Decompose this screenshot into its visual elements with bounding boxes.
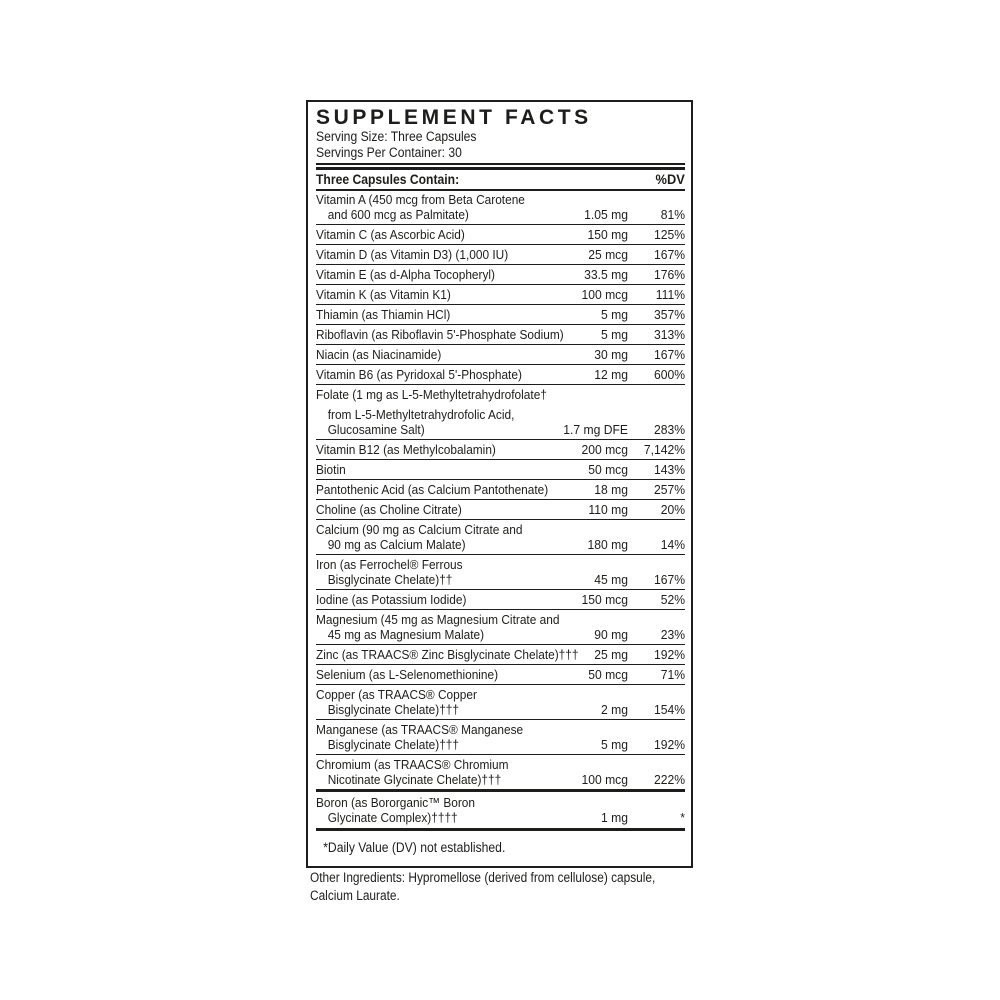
table-row xyxy=(316,384,685,439)
nutrient-name-line: 90 mg as Calcium Malate) xyxy=(327,537,466,553)
table-header-row xyxy=(316,170,685,191)
nutrient-name-line: Iodine (as Potassium Iodide) xyxy=(316,592,467,608)
nutrient-dv: 14% xyxy=(660,537,685,553)
nutrient-name-line: Glucosamine Salt) xyxy=(327,422,425,438)
nutrient-dv: 7,142% xyxy=(643,442,685,458)
nutrient-name xyxy=(316,227,540,242)
table-row xyxy=(316,754,685,789)
nutrient-dv: * xyxy=(680,809,685,825)
nutrient-name xyxy=(316,287,540,302)
nutrient-amount: 180 mg xyxy=(587,537,628,553)
table-row xyxy=(316,684,685,719)
nutrient-name-line: Zinc (as TRAACS® Zinc Bisglycinate Chelate)††† xyxy=(316,647,579,663)
column-header-contains: Three Capsules Contain: xyxy=(316,172,460,187)
nutrient-name-line: Iron (as Ferrochel® Ferrous xyxy=(316,557,463,573)
table-row xyxy=(316,304,685,324)
nutrient-amount: 90 mg xyxy=(594,627,628,643)
nutrient-name xyxy=(316,192,540,222)
nutrient-name-line: Choline (as Choline Citrate) xyxy=(316,502,462,518)
nutrient-amount: 1.7 mg DFE xyxy=(563,422,628,438)
nutrient-name-line: Chromium (as TRAACS® Chromium xyxy=(316,756,509,772)
nutrient-name xyxy=(316,592,540,607)
nutrient-dv: 357% xyxy=(653,307,685,323)
nutrient-name-line: Boron (as Bororganic™ Boron xyxy=(316,794,475,810)
nutrient-name-line: and 600 mcg as Palmitate) xyxy=(327,207,469,223)
table-row xyxy=(316,554,685,589)
panel-title: SUPPLEMENT FACTS xyxy=(316,106,592,129)
nutrient-amount: 30 mg xyxy=(594,347,628,363)
nutrient-amount: 100 mcg xyxy=(581,771,628,787)
table-row xyxy=(316,609,685,644)
nutrient-name xyxy=(316,795,540,825)
nutrient-name xyxy=(316,647,579,663)
nutrient-name-line: Calcium (90 mg as Calcium Citrate and xyxy=(316,522,523,538)
nutrient-amount: 2 mg xyxy=(601,701,628,717)
nutrient-dv: 313% xyxy=(653,327,685,343)
nutrient-name xyxy=(316,757,540,787)
header-double-rule xyxy=(316,163,685,170)
rule-thin xyxy=(316,163,685,165)
table-row xyxy=(316,664,685,684)
nutrient-amount: 150 mcg xyxy=(581,592,628,608)
nutrient-name-line: Vitamin K (as Vitamin K1) xyxy=(316,287,451,303)
nutrient-dv: 20% xyxy=(660,502,685,518)
nutrient-name-line: Vitamin A (450 mcg from Beta Carotene xyxy=(316,192,525,208)
nutrient-name-line: Bisglycinate Chelate)††† xyxy=(327,736,460,752)
nutrient-amount: 18 mg xyxy=(594,482,628,498)
nutrient-amount: 12 mg xyxy=(594,367,628,383)
nutrient-name-line: Riboflavin (as Riboflavin 5'-Phosphate Sodium) xyxy=(316,327,564,343)
facts-table xyxy=(316,191,685,790)
nutrient-amount: 50 mcg xyxy=(588,667,628,682)
nutrient-name xyxy=(316,612,560,643)
nutrient-name-line: Vitamin E (as d-Alpha Tocopheryl) xyxy=(316,267,496,283)
column-header-dv: %DV xyxy=(655,172,685,187)
table-row xyxy=(316,324,685,344)
nutrient-amount: 1 mg xyxy=(601,809,628,825)
nutrient-name-line: Bisglycinate Chelate)†† xyxy=(327,572,453,588)
nutrient-name xyxy=(316,247,540,262)
nutrient-name-line: Nicotinate Glycinate Chelate)††† xyxy=(327,771,502,787)
nutrient-amount: 150 mg xyxy=(587,227,628,243)
nutrient-amount: 5 mg xyxy=(601,327,628,343)
table-row xyxy=(316,644,685,664)
table-row xyxy=(316,284,685,304)
table-row xyxy=(316,364,685,384)
boron-row xyxy=(316,789,685,831)
servings-per-container: Servings Per Container: 30 xyxy=(316,144,462,160)
table-row xyxy=(316,719,685,754)
nutrient-name xyxy=(316,347,540,362)
nutrient-name-line: Selenium (as L-Selenomethionine) xyxy=(316,667,499,682)
nutrient-dv: 167% xyxy=(653,572,685,588)
nutrient-name xyxy=(316,522,540,552)
serving-size: Serving Size: Three Capsules xyxy=(316,129,477,144)
nutrient-amount: 25 mg xyxy=(594,647,628,663)
nutrient-name-line: Vitamin C (as Ascorbic Acid) xyxy=(316,227,465,243)
nutrient-dv: 111% xyxy=(655,287,685,303)
nutrient-amount: 200 mcg xyxy=(581,442,628,458)
nutrient-dv: 176% xyxy=(653,267,685,283)
nutrient-amount: 33.5 mg xyxy=(584,267,628,283)
table-row xyxy=(316,439,685,459)
nutrient-name-line: Pantothenic Acid (as Calcium Pantothenate) xyxy=(316,482,549,498)
nutrient-name-line: Copper (as TRAACS® Copper xyxy=(316,686,477,702)
supplement-facts-panel xyxy=(306,100,693,868)
nutrient-name-line: from L-5-Methyltetrahydrofolic Acid, xyxy=(327,407,515,423)
nutrient-amount: 45 mg xyxy=(594,572,628,588)
nutrient-amount: 100 mcg xyxy=(581,287,628,303)
nutrient-name xyxy=(316,442,540,457)
nutrient-name xyxy=(316,327,564,343)
nutrient-dv: 52% xyxy=(660,592,685,608)
nutrient-dv: 154% xyxy=(653,701,685,717)
nutrient-name xyxy=(316,387,547,438)
table-row xyxy=(316,264,685,284)
table-row xyxy=(316,479,685,499)
nutrient-dv: 167% xyxy=(653,347,685,363)
nutrient-name xyxy=(316,722,540,752)
nutrient-name-line: Bisglycinate Chelate)††† xyxy=(327,701,460,717)
table-row xyxy=(316,224,685,244)
table-row xyxy=(316,519,685,554)
nutrient-name-line: Folate (1 mg as L-5-Methyltetrahydrofolate† xyxy=(316,387,547,403)
nutrient-name-line: Vitamin B12 (as Methylcobalamin) xyxy=(316,442,496,458)
nutrient-name-line: Magnesium (45 mg as Magnesium Citrate and xyxy=(316,612,560,628)
nutrient-name-line: Glycinate Complex)†††† xyxy=(327,809,458,825)
nutrient-dv: 143% xyxy=(653,462,685,478)
dv-footnote: *Daily Value (DV) not established. xyxy=(323,839,506,855)
nutrient-amount: 110 mg xyxy=(588,502,628,518)
nutrient-name xyxy=(316,557,540,587)
nutrient-dv: 192% xyxy=(653,736,685,752)
nutrient-amount: 5 mg xyxy=(601,307,628,323)
nutrient-name-line: Biotin xyxy=(316,462,346,478)
nutrient-name-line: 45 mg as Magnesium Malate) xyxy=(327,627,485,643)
nutrient-dv: 23% xyxy=(660,627,685,643)
table-row xyxy=(316,589,685,609)
nutrient-name xyxy=(316,667,540,682)
nutrient-amount: 25 mcg xyxy=(588,247,628,263)
nutrient-dv: 222% xyxy=(653,771,685,787)
nutrient-name xyxy=(316,502,540,517)
nutrient-dv: 600% xyxy=(653,367,685,383)
nutrient-dv: 71% xyxy=(660,667,685,682)
nutrient-dv: 257% xyxy=(653,482,685,498)
nutrient-name xyxy=(316,687,540,717)
nutrient-name xyxy=(316,462,540,477)
table-row xyxy=(316,459,685,479)
nutrient-dv: 125% xyxy=(653,227,685,243)
table-row xyxy=(316,344,685,364)
table-row xyxy=(316,499,685,519)
nutrient-amount: 1.05 mg xyxy=(584,207,628,223)
nutrient-name xyxy=(316,267,540,282)
nutrient-dv: 81% xyxy=(660,207,685,223)
nutrient-name xyxy=(316,482,549,498)
table-row xyxy=(316,191,685,225)
nutrient-dv: 192% xyxy=(653,647,685,663)
nutrient-amount: 50 mcg xyxy=(588,462,628,478)
nutrient-amount: 5 mg xyxy=(601,736,628,752)
other-ingredients-line: Calcium Laurate. xyxy=(310,887,400,903)
nutrient-name-line: Manganese (as TRAACS® Manganese xyxy=(316,721,524,737)
nutrient-name-line: Vitamin B6 (as Pyridoxal 5'-Phosphate) xyxy=(316,367,522,383)
other-ingredients xyxy=(310,869,702,904)
nutrient-name-line: Niacin (as Niacinamide) xyxy=(316,347,442,363)
nutrient-name xyxy=(316,307,540,322)
table-row xyxy=(316,244,685,264)
nutrient-dv: 167% xyxy=(653,247,685,263)
nutrient-name-line: Vitamin D (as Vitamin D3) (1,000 IU) xyxy=(316,247,509,263)
nutrient-dv: 283% xyxy=(653,422,685,438)
nutrient-name xyxy=(316,367,540,382)
nutrient-name-line: Thiamin (as Thiamin HCl) xyxy=(316,307,451,323)
other-ingredients-line: Other Ingredients: Hypromellose (derived from cellulose) capsule, xyxy=(310,870,656,885)
